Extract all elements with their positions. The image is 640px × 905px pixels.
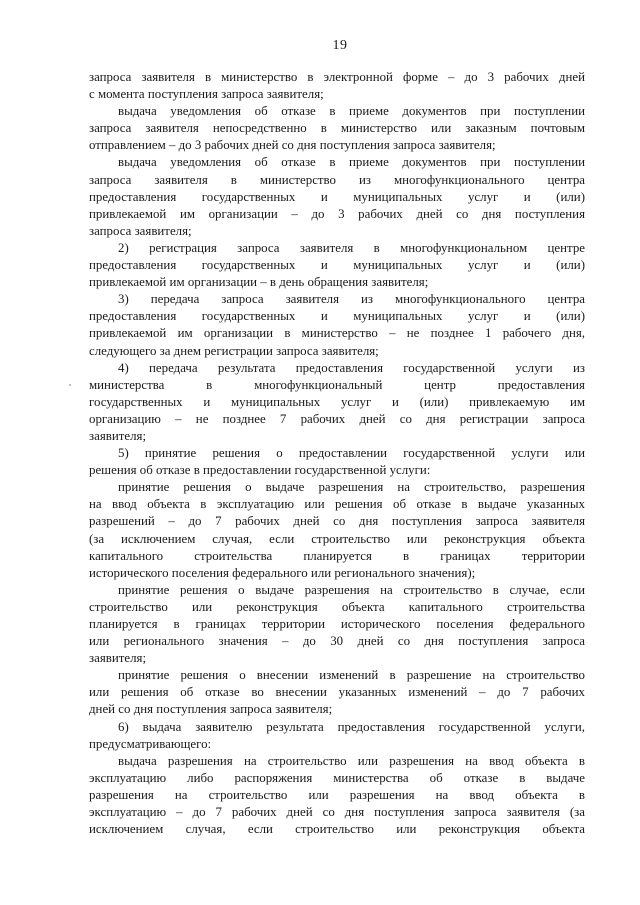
text-line: эксплуатацию либо распоряжения министерства об отказе в выдаче	[89, 770, 585, 785]
text-line: предоставления государственных и муниципальных услуг и (или)	[89, 189, 585, 204]
body-text	[89, 69, 585, 838]
text-line: принятие решения о выдаче разрешения на строительство в случае, если	[118, 582, 585, 597]
text-line: запроса заявителя непосредственно в министерство или заказным почтовым	[89, 121, 585, 136]
text-line: с момента поступления запроса заявителя;	[89, 87, 324, 102]
text-line: запроса заявителя;	[89, 223, 192, 238]
text-line: заявителя;	[89, 651, 147, 666]
text-line: предоставления государственных и муниципальных услуг и (или)	[89, 258, 585, 273]
text-line: выдача уведомления об отказе в приеме документов при поступлении	[118, 155, 585, 170]
text-line: государственных и муниципальных услуг и (или) привлекаемую им	[89, 394, 585, 409]
text-line: привлекаемой им организации в министерство – не позднее 1 рабочего дня,	[89, 326, 585, 341]
text-line: строительство или реконструкция объекта капитального строительства	[89, 599, 585, 614]
text-line: решения об отказе в предоставлении государственной услуги:	[89, 463, 431, 478]
text-line: следующего за днем регистрации запроса заявителя;	[89, 343, 379, 358]
text-line: разрешения на строительство или разрешения на ввод объекта в	[89, 787, 585, 802]
text-line: запроса заявителя в министерство из многофункционального центра	[89, 172, 585, 187]
text-line: предусматривающего:	[89, 736, 212, 751]
text-line: организацию – не позднее 7 рабочих дней со дня регистрации запроса	[89, 411, 585, 426]
text-line: капитального строительства планируется в границах территории	[89, 548, 585, 563]
text-line: 5) принятие решения о предоставлении государственной услуги или	[118, 446, 585, 461]
text-line: принятие решения о выдаче разрешения на строительство, разрешения	[118, 480, 585, 495]
text-line: запроса заявителя в министерство в электронной форме – до 3 рабочих дней	[89, 70, 585, 84]
text-line: заявителя;	[89, 428, 147, 443]
text-line: исключением случая, если строительство или реконструкция объекта	[89, 822, 585, 837]
text-line: 6) выдача заявителю результата предоставления государственной услуги,	[118, 719, 585, 734]
text-line: отправлением – до 3 рабочих дней со дня поступления запроса заявителя;	[89, 138, 496, 153]
text-line: выдача разрешения на строительство или разрешения на ввод объекта в	[118, 753, 585, 768]
text-line: министерства в многофункциональный центр предоставления	[89, 377, 585, 392]
text-line: 4) передача результата предоставления государственной услуги из	[118, 360, 585, 375]
text-line: дней со дня поступления запроса заявителя;	[89, 702, 333, 717]
text-line: (за исключением случая, если строительство или реконструкция объекта	[89, 531, 585, 546]
text-line: разрешений – до 7 рабочих дней со дня поступления запроса заявителя	[89, 514, 585, 529]
page-number: 19	[332, 38, 348, 53]
text-line: эксплуатацию – до 7 рабочих дней со дня поступления запроса заявителя (за	[89, 805, 585, 820]
text-line: 3) передача запроса заявителя из многофункционального центра	[118, 292, 585, 307]
text-line: выдача уведомления об отказе в приеме документов при поступлении	[118, 104, 585, 119]
text-line: привлекаемой им организации – до 3 рабочих дней со дня поступления	[89, 206, 585, 221]
text-line: планируется в границах территории исторического поселения федерального	[89, 617, 585, 631]
scan-speck	[69, 384, 71, 386]
text-line: или решения об отказе во внесении указанных изменений – до 7 рабочих	[89, 685, 585, 700]
text-line: привлекаемой им организации – в день обращения заявителя;	[89, 275, 429, 290]
text-line: или регионального значения – до 30 дней со дня поступления запроса	[89, 634, 585, 649]
text-line: 2) регистрация запроса заявителя в многофункциональном центре	[118, 240, 585, 255]
text-line: принятие решения о внесении изменений в разрешение на строительство	[118, 668, 585, 683]
text-line: на ввод объекта в эксплуатацию или решения об отказе в выдаче указанных	[89, 497, 585, 512]
text-line: предоставления государственных и муниципальных услуг и (или)	[89, 309, 585, 324]
text-line: исторического поселения федерального или регионального значения);	[89, 565, 476, 580]
